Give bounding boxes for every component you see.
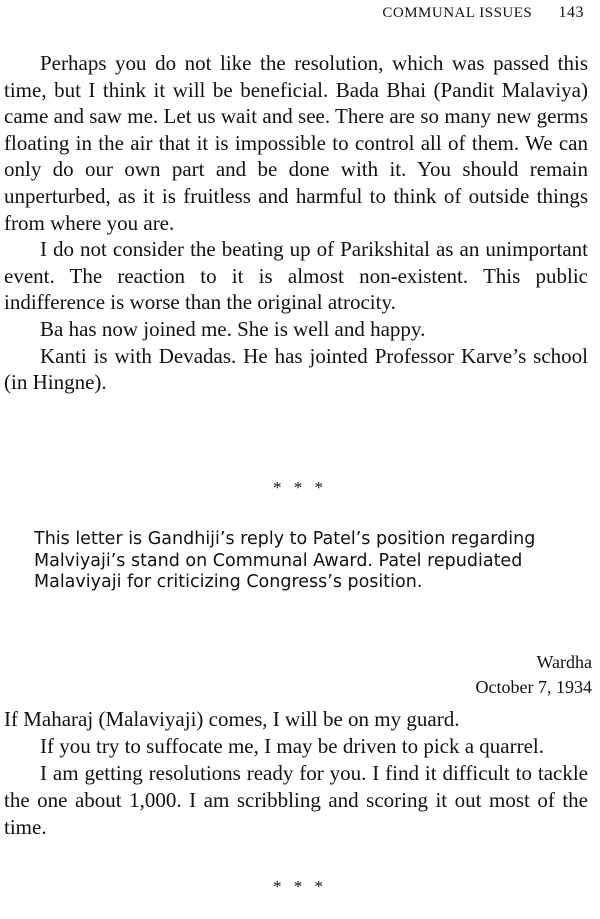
paragraph: Perhaps you do not like the resolution, which was passed this time, but I think it will be beneficial. Bada Bhai (Pandit Malaviya) came and saw me. Let us wait and see. There are so many new germs floating in the air that it is impossible to control all of them. We can only do our own part and be done with it. You should remain unperturbed, as it is fruitless and harmful to think of outside things from where you are. — [4, 51, 588, 235]
running-head — [382, 4, 584, 22]
first-letter-body — [4, 50, 588, 396]
paragraph: Ba has now joined me. She is well and happy. — [40, 316, 426, 341]
dateline — [476, 650, 592, 700]
section-separator: * * * — [273, 478, 327, 497]
paragraph: I do not consider the beating up of Parikshital as an unimportant event. The reaction to it is almost non-existent. This public indifference is worse than the original atrocity. — [4, 237, 588, 315]
paragraph: If you try to suffocate me, I may be driven to pick a quarrel. — [40, 734, 545, 758]
paragraph: Kanti is with Devadas. He has jointed Professor Karve’s school (in Hingne). — [4, 343, 588, 395]
running-title: COMMUNAL ISSUES — [382, 5, 533, 21]
section-separator: * * * — [273, 877, 327, 896]
paragraph: I am getting resolutions ready for you. I find it difficult to tackle the one about 1,000. I am scribbling and scoring it out most of the time. — [4, 761, 588, 839]
editor-note: This letter is Gandhiji’s reply to Patel’s position regarding Malviyaji’s stand on Communal Award. Patel repudiated Malaviyaji for criticizing Congress’s position. — [34, 529, 536, 592]
page-number: 143 — [558, 4, 584, 21]
dateline-place: Wardha — [536, 652, 592, 672]
second-letter-body — [4, 706, 588, 841]
dateline-date: October 7, 1934 — [475, 677, 592, 697]
paragraph: If Maharaj (Malaviyaji) comes, I will be on my guard. — [4, 707, 460, 731]
